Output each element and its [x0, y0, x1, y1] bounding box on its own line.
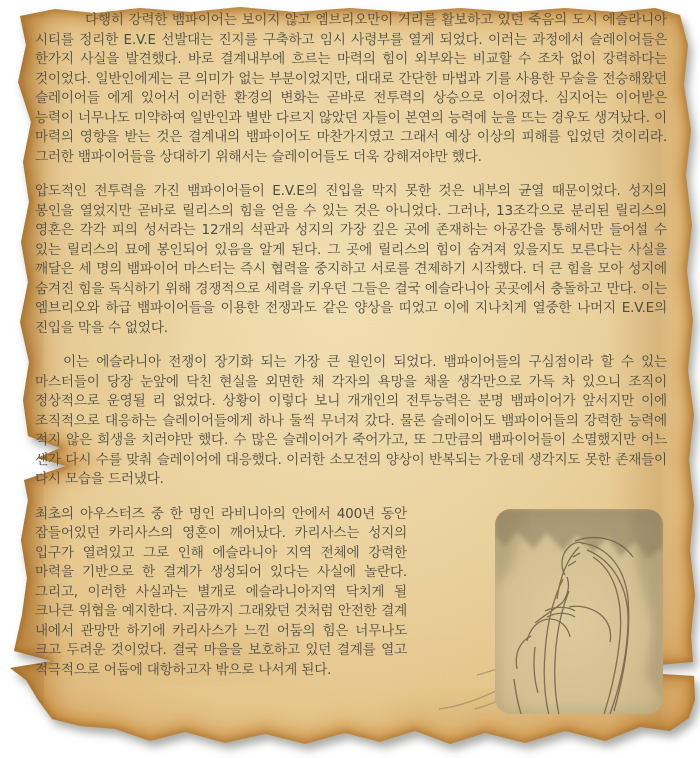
woman-sketch-icon: [417, 507, 667, 719]
paragraph-4-text: 최초의 아우스터즈 중 한 명인 라비니아의 안에서 400년 동안 잠들어있던 카리사스의 영혼이 깨어났다. 카리사스는 성지의 입구가 열려있고 그로 인해 에슬라니아 지역 전체에 강력한 마력을 기반으로 한 결계가 생성되어 있다는 사실에 놀란다. 그리고, 이러한 사실과는 별개로 에슬라니아지역 닥치게 될 크나큰 위협을 예지한다. 지금까지 그래왔던 것처럼 안전한 결계 내에서 관망만 하기에 카리사스가 느낀 어둠의 힘은 너무나도 크고 두려운 것이었다. 결국 마을을 보호하고 있던 결계를 열고 적극적으로 어둠에 대항하고자 밖으로 나서게 된다.: [35, 505, 407, 678]
woman-sketch-illustration: [417, 507, 667, 719]
lore-text: [35, 11, 667, 723]
paragraph-2: 압도적인 전투력을 가진 뱀파이어들이 E.V.E의 진입을 막지 못한 것은 내부의 균열 때문이었다. 성지의 봉인을 열었지만 곧바로 릴리스의 힘을 얻을 수 있는 것은 아니었다. 그러나, 13조각으로 분리된 릴리스의 영혼은 각각 피의 성서라는 12개의 석판과 성지의 가장 깊은 곳에 존재하는 아공간을 통해서만 들어설 수 있는 릴리스의 묘에 봉인되어 있음을 알게 된다. 그 곳에 릴리스의 힘이 숨겨져 있을지도 모른다는 사실을 깨달은 세 명의 뱀파이어 마스터는 즉시 협력을 중지하고 서로를 견제하기 시작했다. 더 큰 힘을 모아 성지에 숨겨진 힘을 독식하기 위해 경쟁적으로 세력을 키우던 그들은 결국 에슬라니아 곳곳에서 충돌하고 만다. 이는 엠브리오와 하급 뱀파이어들을 이용한 전쟁과도 같은 양상을 띠었고 이에 지나치게 열중한 나머지 E.V.E의 진입을 막을 수 없었다.: [35, 183, 667, 336]
paragraph-1: 다행히 강력한 뱀파이어는 보이지 않고 엠브리오만이 거리를 활보하고 있던 죽음의 도시 에슬라니아 시티를 정리한 E.V.E 선발대는 진지를 구축하고 임시 사령부를 열게 되었다. 이러는 과정에서 슬레이어들은 한가지 사실을 발견했다. 바로 결계내부에 흐르는 마력의 힘이 외부와는 비교할 수 조차 없이 강력하다는 것이었다. 일반인에게는 큰 의미가 없는 부분이었지만, 대대로 간단한 마법과 기를 사용한 무술을 전승해왔던 슬레이어들 에게 있어서 이러한 환경의 변화는 곧바로 전투력의 상승으로 이어졌다. 심지어는 이어받은 능력이 너무나도 미약하여 일반인과 별반 다르지 않았던 자들이 본연의 능력에 눈을 뜨는 경우도 생겨났다. 이 마력의 영향을 받는 것은 결계내의 뱀파이어도 마찬가지였고 그래서 예상 이상의 피해를 입었던 것이리라. 그러한 뱀파이어들을 상대하기 위해서는 슬레이어들도 더욱 강해져야만 했다.: [35, 12, 667, 165]
paragraph-3: 이는 에슬라니아 전쟁이 장기화 되는 가장 큰 원인이 되었다. 뱀파이어들의 구심점이라 할 수 있는 마스터들이 당장 눈앞에 닥친 현실을 외면한 채 각자의 욕망을 채울 생각만으로 가득 차 있으니 조직이 정상적으로 운영될 리 없었다. 상황이 이렇다 보니 개개인의 전투능력은 분명 뱀파이어가 앞서지만 이에 조직적으로 대응하는 슬레이어들에게 하나 둘씩 무너져 갔다. 물론 슬레이어도 뱀파이어들의 강력한 능력에 적지 않은 희생을 치러야만 했다. 수 많은 슬레이어가 죽어가고, 또 그만큼의 뱀파이어들이 소멸했지만 어느 샌가 다시 수를 맞춰 슬레이어에 대응했다. 이러한 소모전의 양상이 반복되는 가운데 생각지도 못한 존재들이 다시 모습을 드러냈다.: [35, 354, 667, 487]
paragraph-4: [35, 505, 667, 681]
